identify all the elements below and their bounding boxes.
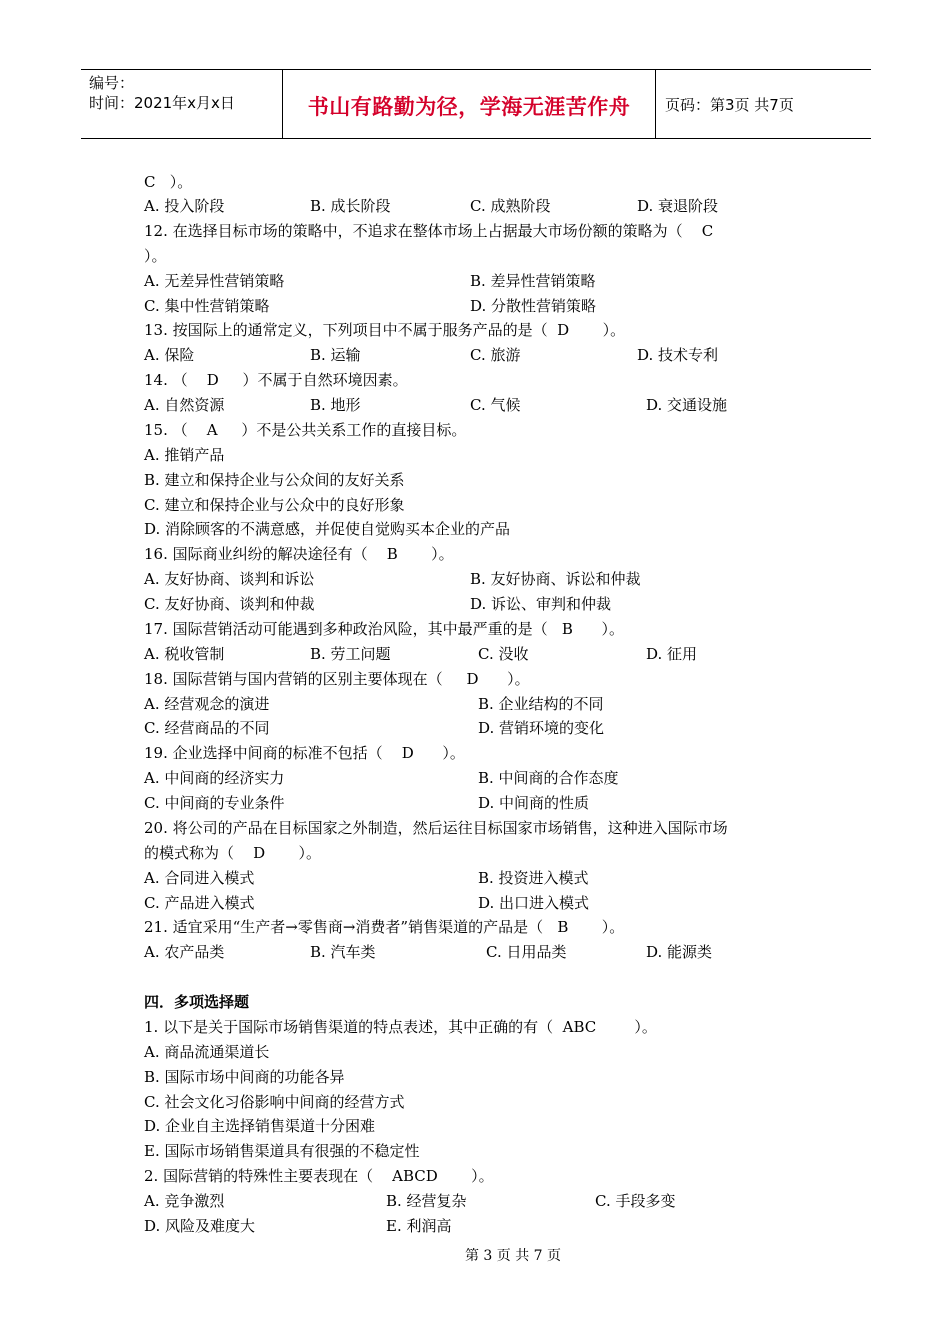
option: B. 地形 [310, 396, 361, 414]
option: B. 经营复杂 [386, 1192, 467, 1210]
option: B. 成长阶段 [310, 197, 391, 215]
option: B. 差异性营销策略 [470, 272, 596, 290]
header-meta-cell [81, 70, 283, 138]
header-page-cell [656, 70, 871, 138]
question: 12. 在选择目标市场的策略中，不追求在整体市场上占据最大市场份额的策略为（ C [144, 222, 714, 240]
option: A. 中间商的经济实力 [144, 769, 285, 787]
question: 18. 国际营销与国内营销的区别主要体现在（ D ）。 [144, 670, 530, 688]
option: A. 无差异性营销策略 [144, 272, 285, 290]
text-line: ）。 [144, 247, 167, 265]
text-line: 的模式称为（ D ）。 [144, 844, 321, 862]
page-header [81, 69, 871, 139]
option: D. 诉讼、审判和仲裁 [470, 595, 612, 613]
section-title: 四．多项选择题 [144, 993, 250, 1011]
option: D. 能源类 [646, 943, 713, 961]
motto: 书山有路勤为径，学海无涯苦作舟 [307, 95, 631, 119]
option: B. 劳工问题 [310, 645, 391, 663]
option: C. 经营商品的不同 [144, 719, 270, 737]
header-motto-cell [283, 70, 656, 138]
option: D. 营销环境的变化 [478, 719, 605, 737]
option: D. 技术专利 [637, 346, 719, 364]
option: D. 中间商的性质 [478, 794, 590, 812]
option: A. 自然资源 [144, 396, 225, 414]
option: A. 农产品类 [144, 943, 225, 961]
page-info: 页码：第3页 共7页 [665, 96, 794, 114]
option: A. 推销产品 [144, 446, 225, 464]
question: 14. （ D ）不属于自然环境因素。 [144, 371, 408, 389]
option: A. 保险 [144, 346, 195, 364]
question: 19. 企业选择中间商的标准不包括（ D ）。 [144, 744, 465, 762]
option: B. 友好协商、诉讼和仲裁 [470, 570, 641, 588]
option: C. 社会文化习俗影响中间商的经营方式 [144, 1093, 405, 1111]
question: 17. 国际营销活动可能遇到多种政治风险，其中最严重的是（ B ）。 [144, 620, 625, 638]
number-label: 编号： [89, 74, 135, 92]
option: D. 出口进入模式 [478, 894, 590, 912]
option: A. 商品流通渠道长 [144, 1043, 270, 1061]
page-footer: 第 3 页 共 7 页 [464, 1248, 562, 1264]
option: B. 中间商的合作态度 [478, 769, 619, 787]
option: C. 集中性营销策略 [144, 297, 270, 315]
question: 21. 适宜采用“生产者→零售商→消费者”销售渠道的产品是（ B ）。 [144, 918, 625, 936]
text-line: C ）。 [144, 173, 193, 191]
option: A. 投入阶段 [144, 197, 225, 215]
option: C. 日用品类 [486, 943, 567, 961]
question: 15. （ A ）不是公共关系工作的直接目标。 [144, 421, 467, 439]
option: C. 手段多变 [595, 1192, 676, 1210]
option: B. 汽车类 [310, 943, 376, 961]
option: A. 经营观念的演进 [144, 695, 270, 713]
option: C. 友好协商、谈判和仲裁 [144, 595, 315, 613]
option: C. 成熟阶段 [470, 197, 551, 215]
option: D. 消除顾客的不满意感，并促使自觉购买本企业的产品 [144, 520, 511, 538]
option: D. 风险及难度大 [144, 1217, 256, 1235]
question: 1. 以下是关于国际市场销售渠道的特点表述，其中正确的有（ ABC ）。 [144, 1018, 657, 1036]
option: C. 旅游 [470, 346, 521, 364]
option: A. 友好协商、谈判和诉讼 [144, 570, 315, 588]
option: D. 企业自主选择销售渠道十分困难 [144, 1117, 376, 1135]
question: 2. 国际营销的特殊性主要表现在（ ABCD ）。 [144, 1167, 494, 1185]
option: C. 产品进入模式 [144, 894, 255, 912]
option: D. 衰退阶段 [637, 197, 719, 215]
question: 16. 国际商业纠纷的解决途径有（ B ）。 [144, 545, 454, 563]
option: B. 企业结构的不同 [478, 695, 604, 713]
option: B. 国际市场中间商的功能各异 [144, 1068, 345, 1086]
option: B. 投资进入模式 [478, 869, 589, 887]
option: E. 利润高 [386, 1217, 452, 1235]
option: D. 分散性营销策略 [470, 297, 597, 315]
option: C. 气候 [470, 396, 521, 414]
time-label: 时间：2021年x月x日 [89, 94, 235, 112]
option: A. 税收管制 [144, 645, 225, 663]
option: E. 国际市场销售渠道具有很强的不稳定性 [144, 1142, 420, 1160]
option: D. 交通设施 [646, 396, 728, 414]
option: A. 合同进入模式 [144, 869, 255, 887]
option: B. 运输 [310, 346, 361, 364]
option: D. 征用 [646, 645, 698, 663]
option: B. 建立和保持企业与公众间的友好关系 [144, 471, 405, 489]
option: C. 中间商的专业条件 [144, 794, 285, 812]
option: A. 竞争激烈 [144, 1192, 225, 1210]
option: C. 没收 [478, 645, 529, 663]
question: 13. 按国际上的通常定义，下列项目中不属于服务产品的是（ D ）。 [144, 321, 626, 339]
option: C. 建立和保持企业与公众中的良好形象 [144, 496, 405, 514]
question: 20. 将公司的产品在目标国家之外制造，然后运往目标国家市场销售，这种进入国际市场 [144, 819, 728, 837]
